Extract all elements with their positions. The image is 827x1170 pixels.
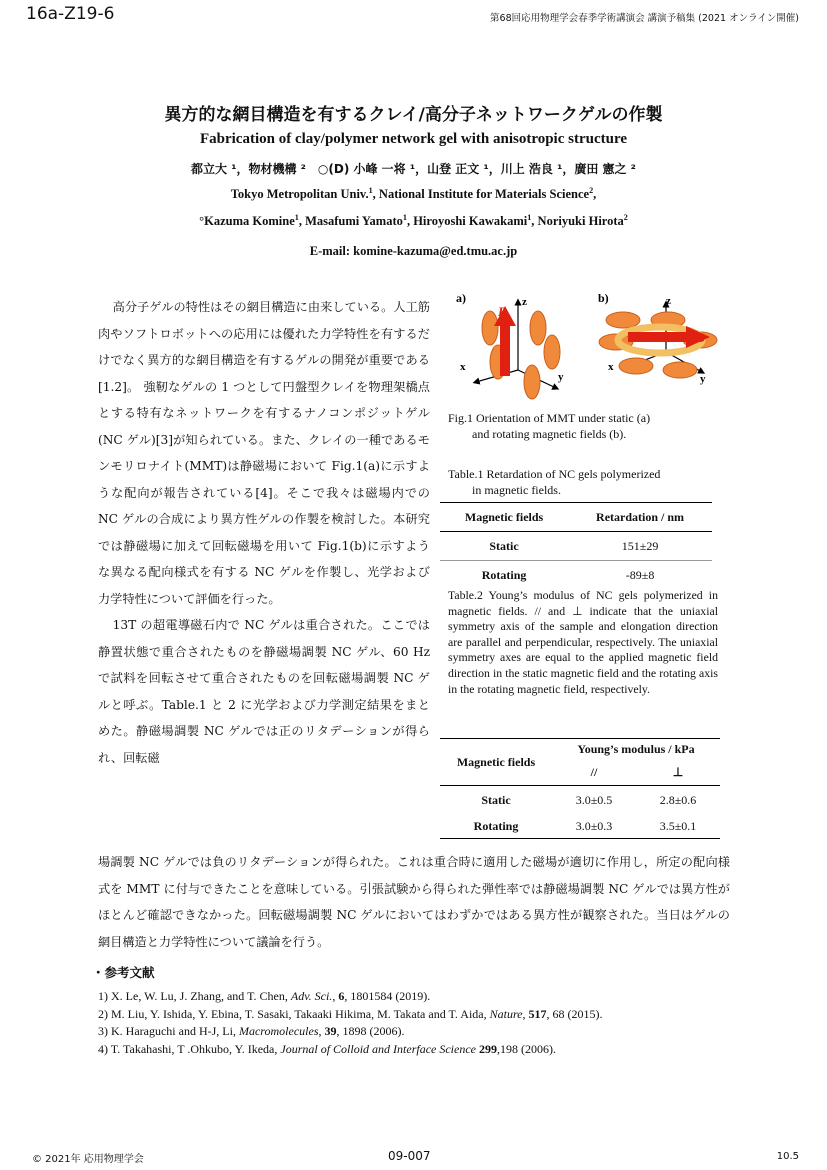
author-name: Noriyuki Hirota <box>537 214 624 228</box>
english-affiliations <box>0 187 827 202</box>
reference-sep: , <box>332 989 339 1003</box>
panel-a-x-label: x <box>460 361 466 373</box>
body-paragraph-3: 場調製 NC ゲルでは負のリタデーションが得られた。これは重合時に適用した磁場が適切に作用し，所定の配向様式を MMT に付与できたことを意味している。引張試験から得られた弾性率では静磁場調製 NC ゲルでは異方性がほとんど確認できなかった。回転磁場調製 NC ゲルにおいてはわずかではある異方性が観察された。当日はゲルの網目構造と力学特性について議論を行う。 <box>98 855 730 949</box>
reference-pages: , 68 (2015). <box>546 1006 603 1021</box>
email: E-mail: komine-kazuma@ed.tmu.ac.jp <box>309 244 518 258</box>
reference-item <box>98 988 603 1006</box>
table-header-cell: Magnetic fields <box>464 509 544 524</box>
table-cell: -89±8 <box>625 567 655 582</box>
table-1-caption-line-2: in magnetic fields. <box>472 483 561 497</box>
table-header-cell: Magnetic fields <box>440 739 552 786</box>
table-cell: Static <box>481 792 511 807</box>
table-cell: 151±29 <box>621 538 659 553</box>
panel-a-label: a) <box>456 291 466 305</box>
table-header-cell: // <box>590 764 598 779</box>
japanese-authors: 都立大 ¹，物材機構 ² ○(D) 小峰 一将 ¹，山登 正文 ¹，川上 浩良 ¹，廣田 憲之 ² <box>191 162 636 176</box>
reference-journal: Nature <box>489 1006 523 1021</box>
reference-item <box>98 1041 603 1059</box>
reference-volume: 299 <box>479 1041 497 1056</box>
body-paragraph-1: 高分子ゲルの特性はその網目構造に由来している。人工筋肉やソフトロボットへの応用には優れた力学特性を有するだけでなく異方的な網目構造を有するゲルの開発が重要である[1.2]。 強靭なゲルの 1 つとして円盤型クレイを物理架橋点とする特有なネットワークを有するナノコンポジットゲル(NC ゲル)[3]が知られている。また、クレイの一種であるモンモリロナイト(MMT)は静磁場において Fig.1(a)に示すような配向が報告されている[4]。そこで我々は磁場内での NC ゲルの合成により異方性ゲルの作製を検討した。本研究では静磁場に加えて回転磁場を用いて Fig.1(b)に示すような異なる配向様式を有する NC ゲルを作製し、光学および力学特性について評価を行った。 <box>98 300 430 606</box>
table-cell: 3.0±0.5 <box>575 792 613 807</box>
table-header-cell: Retardation / nm <box>596 509 685 524</box>
reference-pages: , 1898 (2006). <box>336 1024 405 1038</box>
table-cell: 2.8±0.6 <box>659 792 697 807</box>
figure-caption-line-2: and rotating magnetic fields (b). <box>472 427 627 441</box>
author-name: Masafumi Yamato <box>305 214 403 228</box>
references-heading: ・参考文献 <box>92 965 155 980</box>
table-row <box>440 814 720 839</box>
affiliation-2-mark: 2 <box>589 185 594 195</box>
figure-1 <box>448 290 728 405</box>
panel-a-field-label: B <box>498 304 507 319</box>
footer-version: 10.5 <box>776 1151 799 1162</box>
figure-1-illustration <box>448 290 728 405</box>
affiliation-1-mark: 1 <box>368 185 373 195</box>
references-list <box>98 988 603 1058</box>
table-1-caption <box>448 466 718 498</box>
body-paragraph-2: 13T の超電導磁石内で NC ゲルは重合された。ここでは静置状態で重合されたものを静磁場調製 NC ゲル、60 Hz で試料を回転させて重合されたものを回転磁場調製 NC ゲルと呼ぶ。Table.1 と 2 に光学および力学測定結果をまとめた。静磁場調製 NC ゲルでは正のリタデーションが得られ、回転磁 <box>98 618 430 765</box>
presenter-mark: ° <box>199 214 205 228</box>
table-cell: 3.0±0.3 <box>575 818 613 833</box>
table-1-caption-line-1: Table.1 Retardation of NC gels polymerized <box>448 467 661 481</box>
panel-b-label: b) <box>598 291 609 305</box>
panel-b-x-label: x <box>608 361 614 373</box>
reference-pages: , 1801584 (2019). <box>344 989 431 1003</box>
table-cell: Rotating <box>481 567 527 582</box>
figure-caption-line-1: Fig.1 Orientation of MMT under static (a) <box>448 411 651 425</box>
panel-a-y-label: y <box>558 371 564 383</box>
english-title: Fabrication of clay/polymer network gel with anisotropic structure <box>199 131 628 147</box>
session-code: 16a-Z19-6 <box>26 4 115 24</box>
reference-authors: 4) T. Takahashi, T .Ohkubo, Y. Ikeda, <box>98 1041 281 1056</box>
table-row <box>440 532 712 561</box>
panel-b-y-label: y <box>700 373 706 385</box>
reference-volume: 39 <box>324 1024 337 1038</box>
table-cell: Rotating <box>473 818 519 833</box>
author-affil-mark: 1 <box>294 212 299 222</box>
table-row <box>440 786 720 815</box>
reference-item <box>98 1023 603 1041</box>
affiliation-1: Tokyo Metropolitan Univ. <box>230 187 369 201</box>
body-left-column <box>98 294 430 771</box>
english-authors: °Kazuma Komine$^1$, Masafumi Yamato$^1$, Hiroyoshi Kawakami$^1$, Noriyuki Hirota$^2$ <box>199 212 628 228</box>
reference-item <box>98 1006 603 1024</box>
author-affil-mark: 2 <box>623 212 628 222</box>
table-1 <box>440 502 712 589</box>
table-row <box>440 561 712 590</box>
reference-sep: , <box>522 1006 529 1021</box>
conference-header: 第68回応用物理学会春季学術講演会 講演予稿集 (2021 オンライン開催) <box>490 13 799 24</box>
affiliation-end: , <box>593 187 597 201</box>
panel-b-field-label: B <box>696 330 705 345</box>
affiliation-separator: , <box>372 187 379 201</box>
author-affil-mark: 1 <box>527 212 532 222</box>
body-full-width <box>98 849 730 955</box>
reference-authors: 1) X. Le, W. Lu, J. Zhang, and T. Chen, <box>98 989 291 1003</box>
author-name: Kazuma Komine <box>204 214 295 228</box>
footer-copyright: © 2021年 応用物理学会 <box>32 1154 144 1165</box>
table-2 <box>440 738 720 839</box>
table-header-cell: ⊥ <box>672 764 684 779</box>
reference-volume: 6 <box>338 989 345 1003</box>
reference-journal: Journal of Colloid and Interface Science <box>280 1041 476 1056</box>
author-affil-mark: 1 <box>402 212 407 222</box>
panel-b-z-label: z <box>666 295 671 307</box>
panel-a-clay-disks <box>482 311 560 399</box>
reference-journal: Adv. Sci. <box>290 989 333 1003</box>
reference-volume: 517 <box>528 1006 547 1021</box>
japanese-title: 異方的な網目構造を有するクレイ/高分子ネットワークゲルの作製 <box>164 105 663 125</box>
table-header-cell: Young’s modulus / kPa <box>577 741 695 756</box>
reference-pages: ,198 (2006). <box>497 1041 556 1056</box>
table-2-caption: Table.2 Young’s modulus of NC gels polymerized in magnetic fields. // and ⊥ indicate that the uniaxial symmetry axis of the sample and elongation direction are parallel and perpendicular, respectively. The uniaxial symmetry axes are equal to the applied magnetic field direction in the static magnetic field and the rotating axis in the rotating magnetic field, respectively. <box>448 588 718 696</box>
figure-1-caption <box>448 410 718 442</box>
reference-authors: 3) K. Haraguchi and H-J, Li, <box>98 1024 239 1038</box>
table-cell: 3.5±0.1 <box>659 818 697 833</box>
table-cell: Static <box>489 538 519 553</box>
panel-a-z-label: z <box>522 296 527 308</box>
affiliation-2: National Institute for Materials Science <box>378 187 590 201</box>
reference-authors: 2) M. Liu, Y. Ishida, Y. Ebina, T. Sasaki, Takaaki Hikima, M. Takata and T. Aida, <box>98 1006 490 1021</box>
footer-page-id: 09-007 <box>388 1149 431 1163</box>
reference-sep: , <box>318 1024 325 1038</box>
table-header-row <box>440 503 712 532</box>
reference-journal: Macromolecules <box>238 1024 319 1038</box>
author-name: Hiroyoshi Kawakami <box>413 214 528 228</box>
